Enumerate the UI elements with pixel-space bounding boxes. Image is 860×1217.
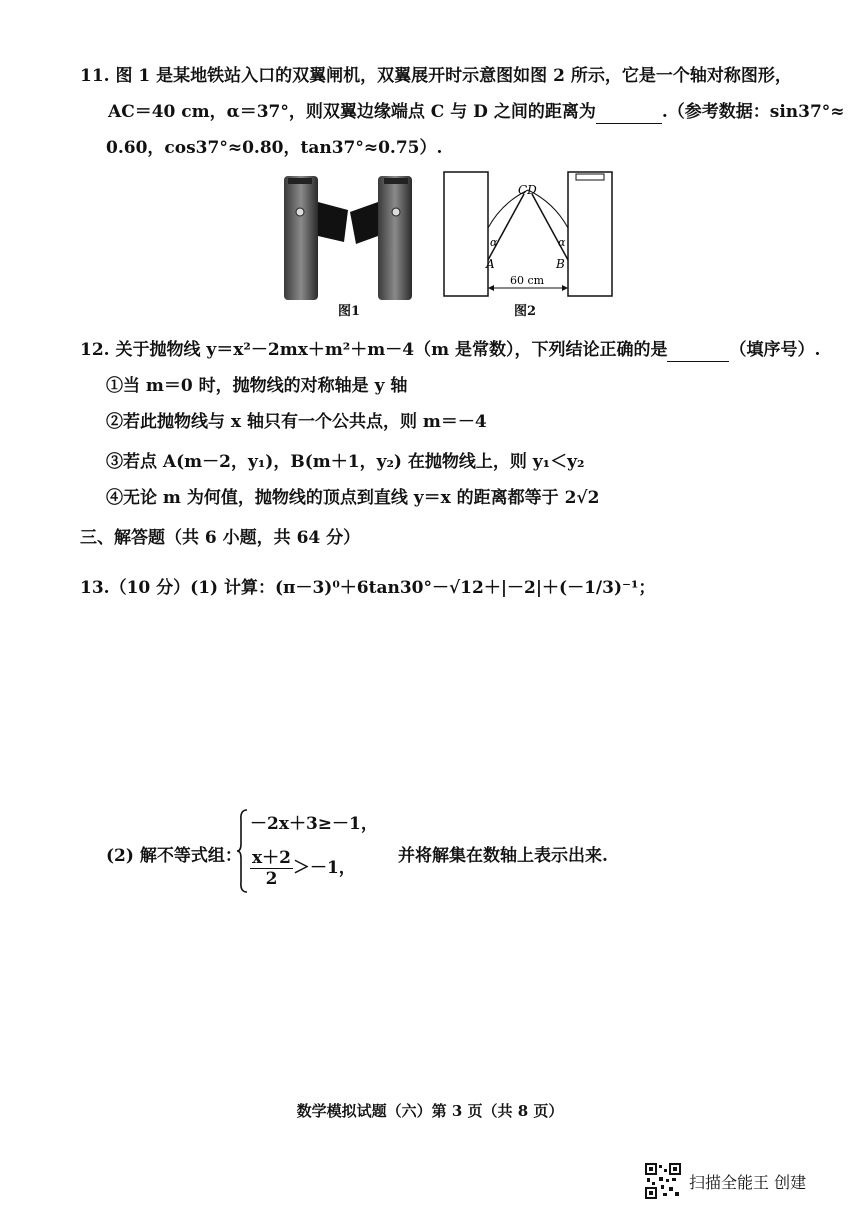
fig2-label-alpha-left: α bbox=[490, 236, 498, 249]
figure-1-turnstile bbox=[278, 170, 428, 300]
fig2-label-width: 60 cm bbox=[510, 274, 545, 287]
q11-answer-blank bbox=[596, 105, 662, 124]
fraction-denominator: 2 bbox=[265, 869, 278, 889]
q11-line2-a: AC＝40 cm，α＝37°，则双翼边缘端点 C 与 D 之间的距离为 bbox=[108, 102, 596, 122]
q12-option-2: ②若此抛物线与 x 轴只有一个公共点，则 m＝－4 bbox=[106, 412, 487, 432]
watermark-text: 扫描全能王 创建 bbox=[689, 1172, 807, 1192]
q12-option-3: ③若点 A(m－2，y₁)，B(m＋1，y₂) 在抛物线上，则 y₁＜y₂ bbox=[106, 452, 585, 472]
inequality-2-fraction bbox=[250, 848, 293, 889]
fig2-label-cd: CD bbox=[518, 183, 537, 197]
scanner-watermark bbox=[645, 1163, 806, 1199]
q12-answer-blank bbox=[667, 343, 729, 362]
figure-2-diagram bbox=[440, 168, 620, 302]
q12-option-4: ④无论 m 为何值，抛物线的顶点到直线 y＝x 的距离都等于 2√2 bbox=[106, 488, 600, 508]
q12-stem-b: （填序号）. bbox=[729, 340, 821, 360]
q11-line2 bbox=[108, 100, 845, 124]
figure-2-caption: 图2 bbox=[514, 304, 537, 319]
inequality-2 bbox=[250, 848, 356, 889]
section-3-heading: 三、解答题（共 6 小题，共 64 分） bbox=[80, 528, 361, 548]
page-footer: 数学模拟试题（六）第 3 页（共 8 页） bbox=[296, 1102, 564, 1120]
q11-line2-b: .（参考数据：sin37°≈ bbox=[661, 102, 845, 122]
brace-icon bbox=[236, 808, 248, 894]
fig2-label-alpha-right: α bbox=[558, 236, 566, 249]
q13-part1: 13.（10 分）(1) 计算：(π－3)⁰＋6tan30°－√12＋|－2|＋(－1/3)⁻¹； bbox=[80, 578, 656, 598]
fraction-numerator: x＋2 bbox=[252, 848, 291, 868]
inequality-2-rest: ＞－1， bbox=[292, 858, 356, 878]
inequality-1: －2x＋3≥－1， bbox=[250, 814, 378, 834]
fig2-label-b: B bbox=[556, 257, 565, 271]
q11-line1: 11. 图 1 是某地铁站入口的双翼闸机，双翼展开时示意图如图 2 所示，它是一个轴对称图形， bbox=[80, 66, 792, 86]
inequality-system bbox=[236, 808, 376, 894]
q12-option-1: ①当 m＝0 时，抛物线的对称轴是 y 轴 bbox=[106, 376, 408, 396]
q12-stem bbox=[80, 338, 820, 362]
qr-code-icon bbox=[645, 1163, 681, 1199]
q13-part2-tail: 并将解集在数轴上表示出来. bbox=[398, 846, 608, 866]
fig2-label-a: A bbox=[486, 257, 495, 271]
q13-part2-label: (2) 解不等式组： bbox=[106, 846, 242, 866]
q12-stem-a: 12. 关于抛物线 y＝x²－2mx＋m²＋m－4（m 是常数），下列结论正确的是 bbox=[80, 340, 668, 360]
q11-line3: 0.60，cos37°≈0.80，tan37°≈0.75）. bbox=[106, 138, 443, 158]
figure-1-caption: 图1 bbox=[338, 304, 361, 319]
